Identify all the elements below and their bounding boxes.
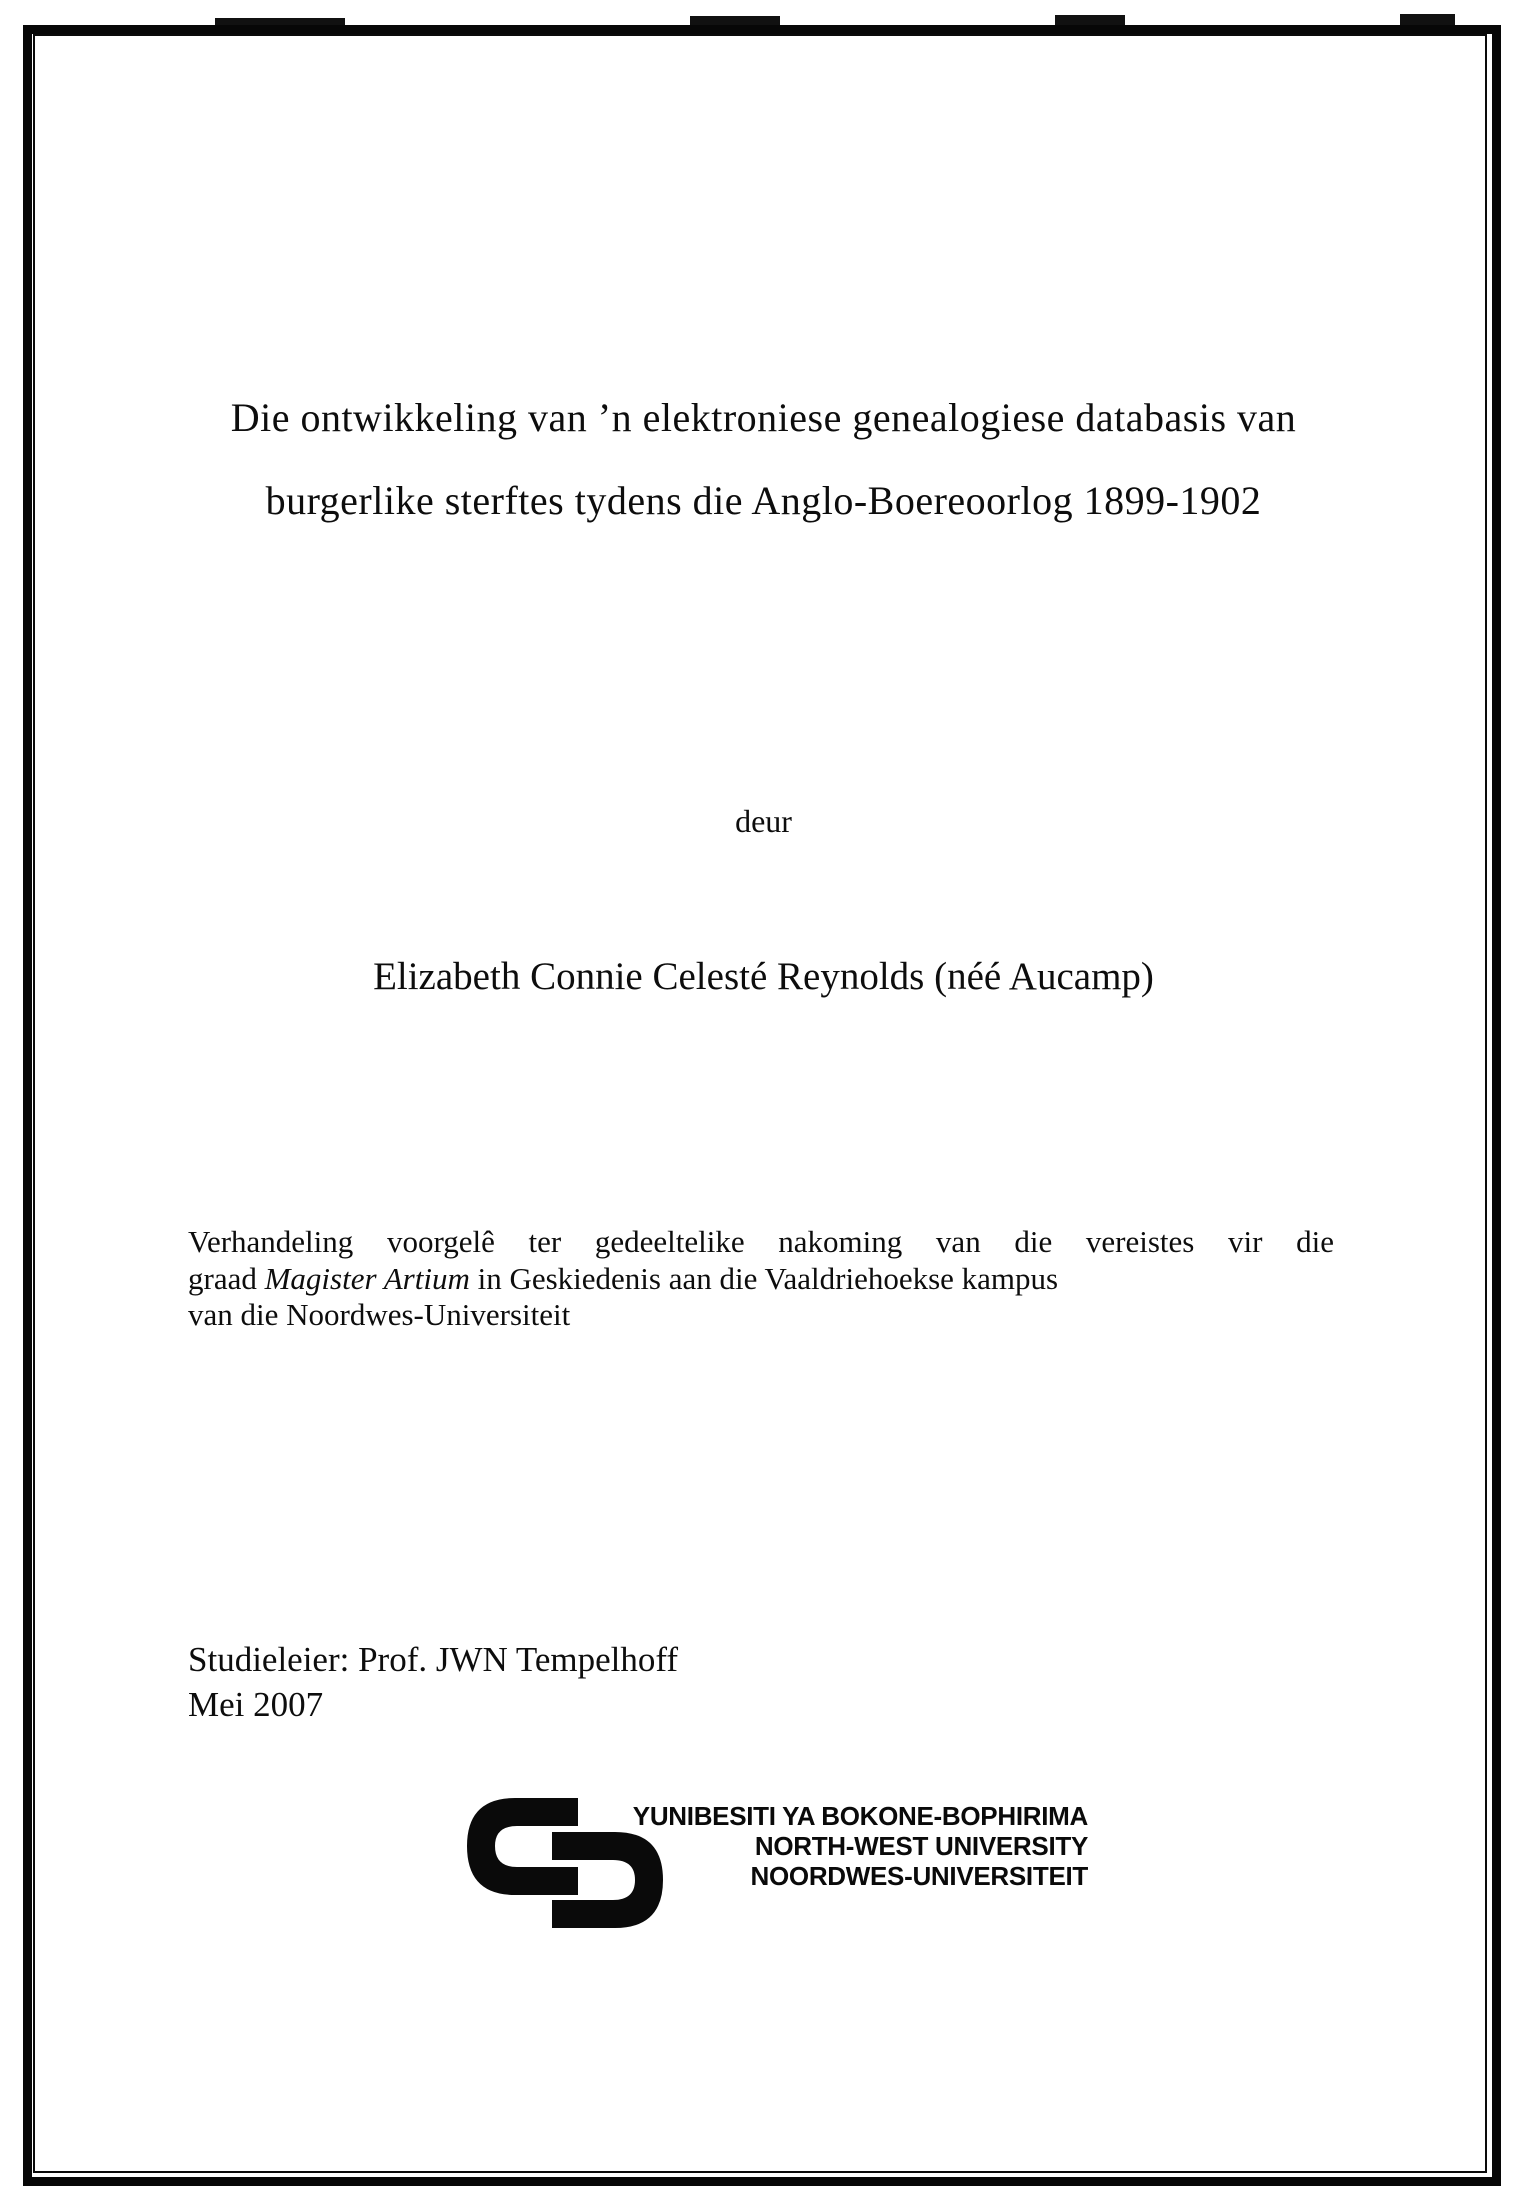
submission-line-2-suffix: in Geskiedenis aan die Vaaldriehoekse kampus [469, 1260, 1059, 1296]
scan-artifact [1055, 15, 1125, 25]
submission-line-3: van die Noordwes-Universiteit [188, 1297, 571, 1332]
submission-line-1: Verhandeling voorgelê ter gedeeltelike nakoming van die vereistes vir die [188, 1224, 1334, 1259]
byline-label: deur [735, 803, 792, 839]
submission-line-2-prefix: graad [188, 1260, 265, 1296]
logo-text-english: NORTH-WEST UNIVERSITY [754, 1831, 1088, 1861]
supervisor-block [188, 1637, 678, 1727]
thesis-title-line-1: Die ontwikkeling van ’n elektroniese genealogiese databasis van [230, 395, 1297, 440]
supervisor-line: Studieleier: Prof. JWN Tempelhoff [188, 1640, 679, 1679]
date-line: Mei 2007 [188, 1685, 324, 1724]
thesis-title-line-2: burgerlike sterftes tydens die Anglo-Boereoorlog 1899-1902 [265, 478, 1262, 523]
university-logo [465, 1795, 1105, 1935]
logo-text-setswana: YUNIBESITI YA BOKONE-BOPHIRIMA [632, 1801, 1088, 1831]
scan-artifact [1400, 14, 1455, 25]
logo-text-afrikaans: NOORDWES-UNIVERSITEIT [750, 1861, 1088, 1891]
submission-statement [188, 1224, 1334, 1334]
thesis-title [100, 376, 1427, 542]
scan-artifact [215, 18, 345, 25]
submission-line-2 [188, 1261, 1334, 1298]
university-logo-text [548, 1801, 1088, 1891]
scan-artifact [690, 16, 780, 25]
author-name: Elizabeth Connie Celesté Reynolds (néé Aucamp) [373, 955, 1154, 998]
degree-name-italic: Magister Artium [264, 1260, 470, 1296]
